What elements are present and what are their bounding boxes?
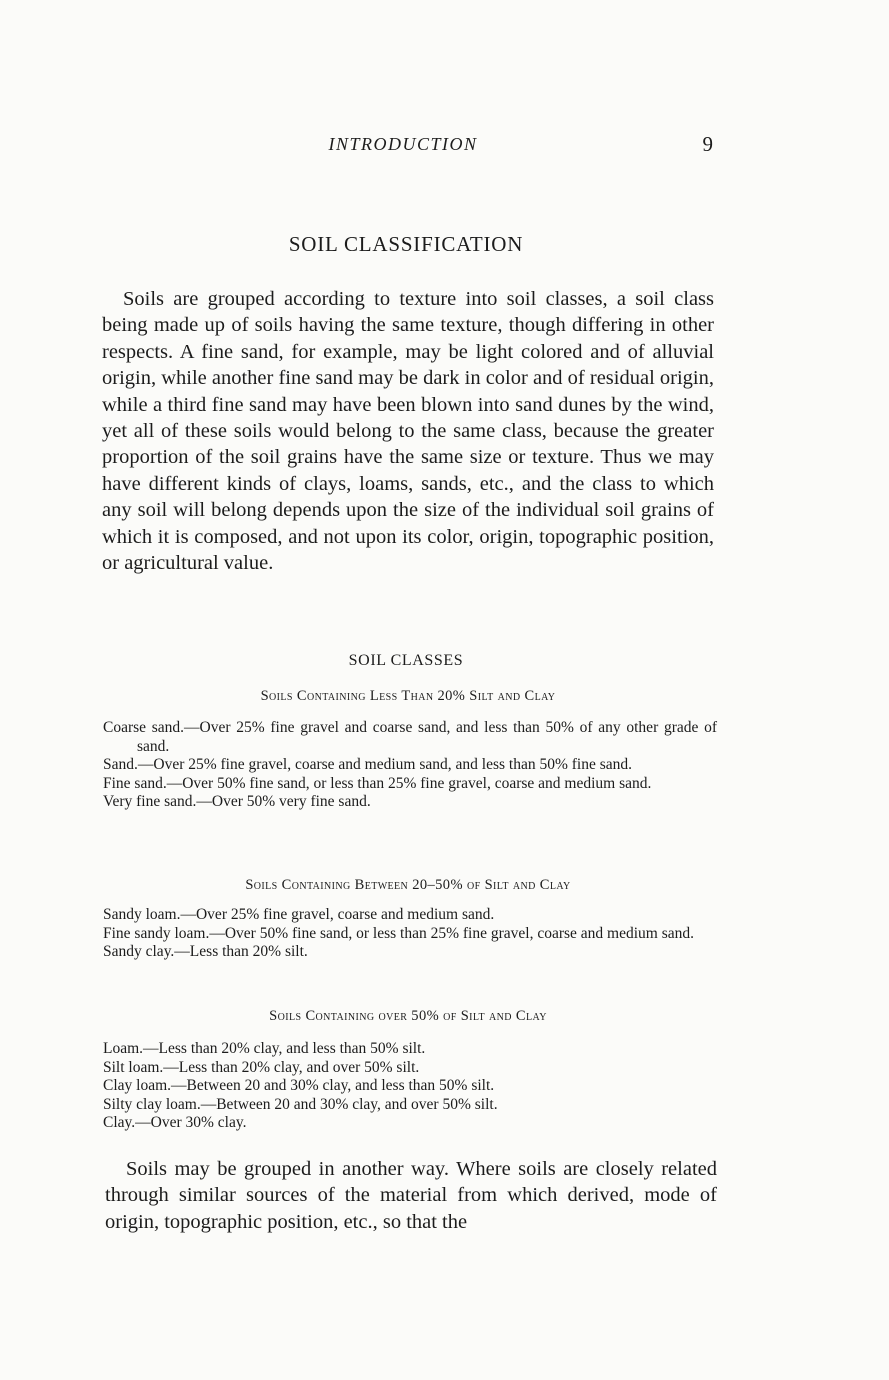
- soil-class-list-1: [103, 719, 717, 812]
- soil-class-item: Sandy clay.—Less than 20% silt.: [103, 943, 308, 961]
- soil-class-item: Sandy loam.—Over 25% fine gravel, coarse and medium sand.: [103, 906, 495, 923]
- soil-class-item: Silt loam.—Less than 20% clay, and over 50% silt.: [103, 1058, 420, 1076]
- running-head: INTRODUCTION: [328, 134, 478, 154]
- soil-class-item: Silty clay loam.—Between 20 and 30% clay, and over 50% silt.: [103, 1095, 498, 1113]
- group-heading-mid-silt-clay: Soils Containing Between 20–50% of Silt and Clay: [245, 877, 571, 893]
- soil-class-list-2: [103, 906, 717, 962]
- soil-class-item: Coarse sand.—Over 25% fine gravel and coarse sand, and less than 50% of any other grade of sand.: [103, 719, 717, 755]
- soil-class-item: Fine sandy loam.—Over 50% fine sand, or less than 25% fine gravel, coarse and medium sand.: [103, 924, 694, 942]
- page-number: 9: [702, 132, 713, 156]
- soil-class-list-3: [103, 1040, 717, 1133]
- soil-class-item: Loam.—Less than 20% clay, and less than 50% silt.: [103, 1040, 426, 1057]
- body-paragraph-1: Soils are grouped according to texture into soil classes, a soil class being made up of soils having the same texture, though differing in other respects. A fine sand, for example, may be light colored and of alluvial origin, while another fine sand may be dark in color and of residual origin, while a third fine sand may have been blown into sand dunes by the wind, yet all of these soils would belong to the same class, because the greater proportion of the soil grains have the same size or texture. Thus we may have different kinds of clays, loams, sands, etc., and the class to which any soil will belong depends upon the size of the individual soil grains of which it is composed, and not upon its color, origin, topographic position, or agricultural value.: [102, 288, 714, 575]
- soil-classes-title: SOIL CLASSES: [348, 652, 464, 669]
- section-title: SOIL CLASSIFICATION: [288, 232, 524, 256]
- page-header: [0, 130, 889, 160]
- soil-class-item: Very fine sand.—Over 50% very fine sand.: [103, 793, 371, 811]
- soil-class-item: Clay.—Over 30% clay.: [103, 1114, 247, 1132]
- group-heading-low-silt-clay: Soils Containing Less Than 20% Silt and Clay: [260, 688, 556, 704]
- body-paragraph-2: Soils may be grouped in another way. Where soils are closely related through similar sources of the material from which derived, mode of origin, topographic position, etc., so that the: [105, 1158, 717, 1233]
- soil-class-item: Fine sand.—Over 50% fine sand, or less than 25% fine gravel, coarse and medium sand.: [103, 774, 652, 792]
- soil-class-item: Sand.—Over 25% fine gravel, coarse and medium sand, and less than 50% fine sand.: [103, 756, 633, 774]
- group-heading-high-silt-clay: Soils Containing over 50% of Silt and Clay: [269, 1008, 547, 1024]
- soil-class-item: Clay loam.—Between 20 and 30% clay, and less than 50% silt.: [103, 1077, 495, 1095]
